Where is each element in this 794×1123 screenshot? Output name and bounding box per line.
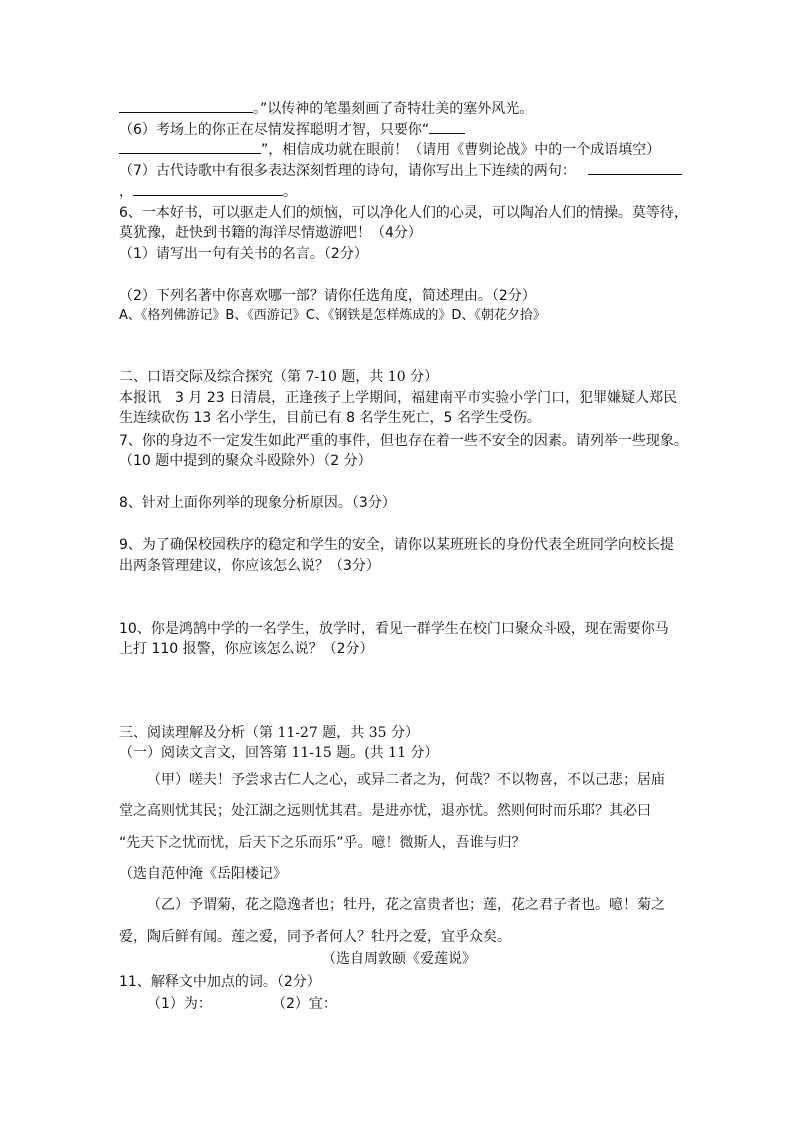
question-7-2: （10 题中提到的聚众斗殴除外）（2 分）	[119, 453, 372, 469]
text-line: ”，相信成功就在眼前！（请用《曹刿论战》中的一个成语填空）	[261, 142, 661, 158]
passage-jia: （甲）嗟夫！予尝求古仁人之心，或异二者之为，何哉？不以物喜，不以己悲；居庙	[147, 772, 665, 788]
question-7: 7、你的身边不一定发生如此严重的事件，但也存在着一些不安全的因素。请列举一些现象。	[119, 433, 688, 449]
section-2-heading: 二、口语交际及综合探究（第 7-10 题，共 10 分）	[119, 369, 439, 385]
text-line: （6）考场上的你正在尽情发挥聪明才智，只要你“	[119, 122, 430, 138]
question-9: 9、为了确保校园秩序的稳定和学生的安全，请你以某班班长的身份代表全班同学向校长提	[119, 537, 674, 553]
passage-yi-2: 爱，陶后鲜有闻。莲之爱，同予者何人？牡丹之爱，宜乎众矣。	[119, 929, 511, 945]
text-line: ，	[119, 184, 133, 200]
question-6-options: A、《格列佛游记》B、《西游记》C、《钢铁是怎样炼成的》D、《朝花夕拾》	[119, 308, 546, 323]
passage-jia-3: “先天下之忧而忧，后天下之乐而乐”乎。噫！微斯人，吾谁与归？	[119, 835, 526, 851]
fill-blank[interactable]	[119, 139, 261, 154]
passage-yi: （乙）予谓菊，花之隐逸者也；牡丹，花之富贵者也；莲，花之君子者也。噫！菊之	[147, 897, 665, 913]
section-3-heading: 三、阅读理解及分析（第 11-27 题，共 35 分）	[119, 725, 419, 741]
question-9-2: 出两条管理建议，你应该怎么说？（3分）	[119, 558, 380, 574]
subsection-1-heading: （一）阅读文言文，回答第 11-15 题。(共 11 分）	[119, 745, 439, 761]
question-10-2: 上打 110 报警，你应该怎么说？（2分）	[119, 641, 374, 657]
fill-blank[interactable]	[133, 181, 283, 196]
news-paragraph-2: 生连续砍伤 13 名小学生，目前已有 8 名学生死亡，5 名学生受伤。	[119, 410, 541, 426]
question-8: 8、针对上面你列举的现象分析原因。（3分）	[119, 495, 396, 511]
question-6-part-1: （1）请写出一句有关书的名言。（2分）	[119, 246, 368, 262]
passage-jia-source: （选自范仲淹《岳阳楼记》	[119, 866, 287, 882]
answer-line-1	[119, 98, 533, 118]
question-6-part-2: （2）下列名著中你喜欢哪一部？请你任选角度，简述理由。（2分）	[119, 288, 536, 304]
fill-blank[interactable]	[588, 160, 682, 175]
question-11: 11、解释文中加点的词。（2分）	[119, 974, 321, 990]
fill-blank[interactable]	[119, 98, 253, 113]
text-line: （7）古代诗歌中有很多表达深刻哲理的诗句，请你写出上下连续的两句：	[119, 163, 576, 179]
news-paragraph: 本报讯 3 月 23 日清晨，正逢孩子上学期间，福建南平市实验小学门口，犯罪嫌疑人郑民	[119, 390, 678, 406]
question-7-line	[119, 160, 682, 180]
question-6-stem: 6、一本好书，可以驱走人们的烦恼，可以净化人们的心灵，可以陶冶人们的情操。莫等待，	[119, 205, 688, 221]
text-line: 。”以传神的笔墨刻画了奇特壮美的塞外风光。	[253, 101, 534, 117]
question-11-part-1: （1）为：	[147, 996, 212, 1012]
passage-yi-source: （选自周敦颐《爱莲说》	[322, 951, 476, 967]
question-6-line	[119, 119, 465, 139]
question-10: 10、你是鸿鹄中学的一名学生，放学时，看见一群学生在校门口聚众斗殴，现在需要你马	[119, 621, 669, 637]
question-6-stem-2: 莫犹豫，赶快到书籍的海洋尽情遨游吧！（4分）	[119, 225, 422, 241]
fill-blank[interactable]	[429, 119, 465, 134]
question-11-part-2: （2）宜：	[272, 996, 337, 1012]
text-line: 。	[283, 184, 297, 200]
question-6-line-2	[119, 139, 660, 159]
passage-jia-2: 堂之高则忧其民；处江湖之远则忧其君。是进亦忧，退亦忧。然则何时而乐耶？其必曰	[119, 803, 651, 819]
question-7-line-2	[119, 181, 297, 201]
